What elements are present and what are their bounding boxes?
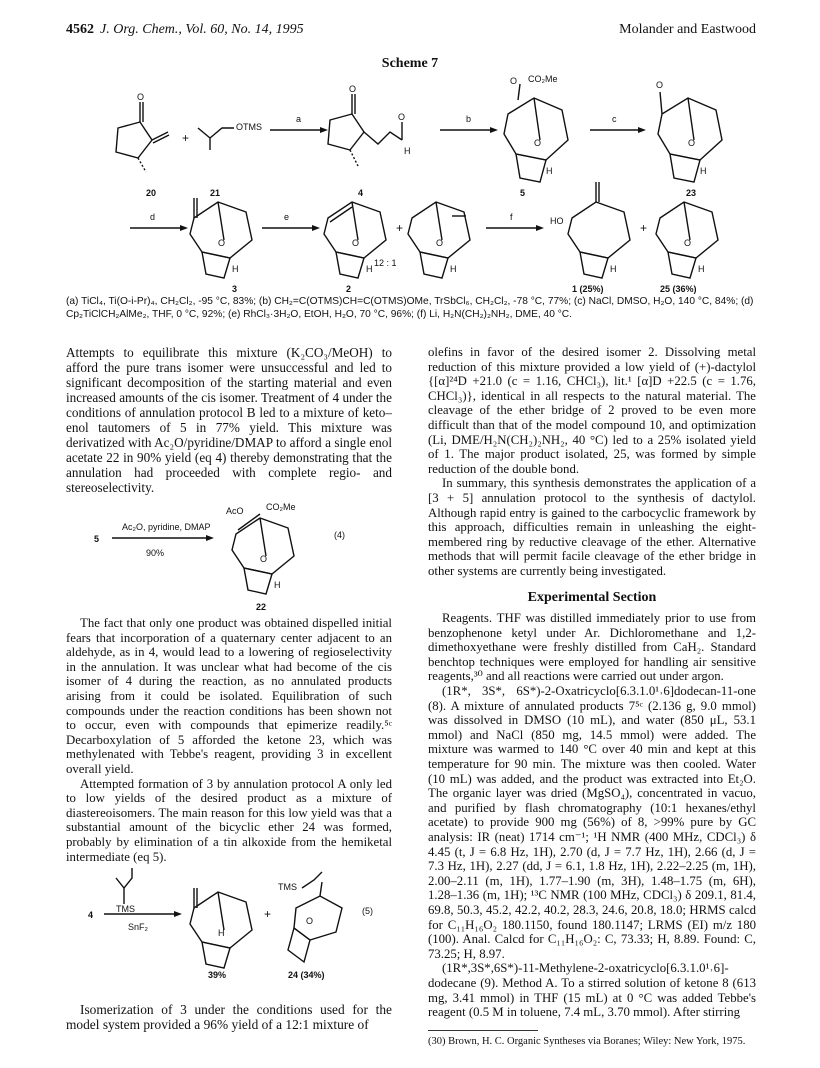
label-5: 5	[520, 188, 526, 198]
svg-text:O: O	[688, 138, 696, 148]
eq5-reagent: SnF₂	[128, 922, 148, 932]
compound-1-structure	[550, 182, 630, 278]
label-21: 21	[210, 188, 221, 198]
scheme-7-drawing	[0, 70, 820, 296]
svg-text:H: H	[366, 264, 373, 274]
left-paragraph-4: Isomerization of 3 under the conditions used for the model system provided a 96% yield of a 12:1 mixture of	[66, 1002, 392, 1033]
compound-5-structure	[504, 74, 568, 182]
svg-text:H: H	[274, 580, 281, 590]
label-2: 2	[346, 284, 352, 294]
co2me-label: CO₂Me	[528, 74, 558, 84]
svg-text:O: O	[656, 80, 664, 90]
svg-text:H: H	[404, 146, 411, 156]
hydroxyl-label: HO	[550, 216, 564, 226]
left-column-bottom	[66, 1002, 392, 1033]
svg-text:O: O	[684, 238, 692, 248]
svg-text:O: O	[534, 138, 542, 148]
svg-text:O: O	[349, 84, 357, 94]
otms-label: OTMS	[236, 122, 262, 132]
arrow-b-label: b	[466, 114, 472, 124]
svg-text:H: H	[700, 166, 707, 176]
scheme-title: Scheme 7	[381, 56, 439, 71]
eq4-reagent: Ac₂O, pyridine, DMAP	[122, 522, 211, 532]
left-paragraph-2: The fact that only one product was obtained dispelled initial fears that incorporation of a quaternary center adjacent to an aldehyde, as in 4, would lead to a lowering of regioselectivity in the annulation. It was unclear what had become of the cis isomer of 4 during the reaction, as no annulated products arising from it could be isolated. Equilibration of such compounds under the reaction conditions has been shown not to occur, even with compounds that epimerize readily.⁵ᶜ Decarboxylation of 5 afforded the ketone 23, which was methylenated with Tebbe's reagent, providing 3 in excellent overall yield.	[66, 616, 392, 776]
arrow-a-label: a	[296, 114, 302, 124]
arrow-f-label: f	[510, 212, 513, 222]
label-24: 24 (34%)	[288, 970, 325, 980]
eq5-number: (5)	[362, 906, 373, 916]
right-paragraph-5: (1R*,3S*,6S*)-11-Methylene-2-oxatricyclo[6.3.1.0¹˒6]-dodecane (9). Method A. To a stirred solution of ketone 8 (613 mg, 3.41 mmol) in THF (15 mL) at 0 °C was added Tebbe's reagent (0.5 M in toluene, 7.4 mL, 3.70 mmol). After stirring	[428, 961, 756, 1020]
compound-20-structure	[116, 92, 169, 172]
svg-text:O: O	[218, 238, 226, 248]
svg-text:H: H	[450, 264, 457, 274]
right-paragraph-2: In summary, this synthesis demonstrates the application of a [3 + 5] annulation protocol to the synthesis of dactylol. Although rapid entry is gained to the carbocyclic framework by this approach, difficulties remain in unleashing the eight-membered ring by reductive cleavage of the ether. Alternative methods that will permit facile cleavage of the ether bridge in other systems are currently being investigated.	[428, 476, 756, 578]
journal-citation: J. Org. Chem., Vol. 60, No. 14, 1995	[100, 22, 304, 37]
svg-text:O: O	[510, 76, 518, 86]
right-column	[428, 345, 756, 1020]
label-20: 20	[146, 188, 157, 198]
eq5-tms-label: TMS	[278, 882, 297, 892]
label-3: 3	[232, 284, 238, 294]
experimental-heading: Experimental Section	[527, 589, 657, 605]
right-paragraph-4: (1R*, 3S*, 6S*)-2-Oxatricyclo[6.3.1.0¹˒6]dodecan-11-one (8). A mixture of annulated products 7⁵ᶜ (2.136 g, 9.0 mmol) was dissolved in DMSO (10 mL), and water (850 μL, 53.1 mmol) and NaCl (850 mg, 14.5 mmol) were added. The mixture was warmed to 140 °C over 40 min and kept at this temperature for 90 min. The mixture was then cooled. Water (10 mL) was added, and the product was extracted into Et₂O. The organic layer was dried (MgSO₄), concentrated in vacuo, and purified by flash chromatography (10:1 hexanes/ethyl acetate) to provide 900 mg (56%) of 8, >99% pure by GC analysis: IR (neat) 1714 cm⁻¹; ¹H NMR (400 MHz, CDCl₃) δ 4.45 (t, J = 6.8 Hz, 1H), 2.70 (d, J = 7.7 Hz, 1H), 2.66 (d, J = 7.3 Hz, 1H), 2.27 (dd, J = 6.1, 1.8 Hz, 1H), 2.22–2.25 (m, 1H), 2.00–2.11 (m, 1H), 1.77–1.90 (m, 3H), 1.48–1.75 (m, 6H), 1.28–1.36 (m, 1H); ¹³C NMR (100 MHz, CDCl₃) δ 209.1, 81.4, 69.8, 50.3, 45.2, 42.2, 40.2, 28.3, 24.6, 20.8, 18.0; HRMS calcd for C₁₁H₁₆O₂ 180.1150, found 180.1147; LRMS (EI) m/z 180 (100). Anal. Calcd for C₁₁H₁₆O₂: C, 73.33; H, 8.89. Found: C, 73.25; H, 8.97.	[428, 684, 756, 961]
compound-4-structure	[328, 84, 411, 166]
running-header-left	[66, 22, 304, 38]
equation-4	[66, 500, 392, 612]
svg-text:O: O	[352, 238, 360, 248]
label-1: 1 (25%)	[572, 284, 604, 294]
compound-24-structure	[278, 872, 342, 962]
eq4-start-label: 5	[94, 534, 100, 544]
svg-text:H: H	[546, 166, 553, 176]
isomer-ratio: 12 : 1	[374, 258, 397, 268]
left-column-top	[66, 345, 392, 495]
svg-text:+: +	[396, 221, 404, 235]
eq5-tms-reagent: TMS	[116, 904, 135, 914]
aco-label: AcO	[226, 506, 244, 516]
svg-text:H: H	[698, 264, 705, 274]
svg-text:+: +	[640, 221, 648, 235]
ketone-o-label: O	[137, 92, 145, 102]
svg-text:H: H	[218, 928, 225, 938]
eq4-yield: 90%	[146, 548, 165, 558]
compound-23-structure	[656, 80, 722, 182]
svg-text:O: O	[306, 916, 314, 926]
compound-3-structure	[190, 198, 252, 278]
arrow-d-label: d	[150, 212, 156, 222]
label-25: 25 (36%)	[660, 284, 697, 294]
svg-text:H: H	[610, 264, 617, 274]
scheme-caption: (a) TiCl₄, Ti(O-i-Pr)₄, CH₂Cl₂, -95 °C, 83%; (b) CH₂=C(OTMS)CH=C(OTMS)OMe, TrSbCl₆, CH₂Cl₂, -78 °C, 77%; (c) NaCl, DMSO, H₂O, 140 °C, 84%; (d) Cp₂TiClCH₂AlMe₂, THF, 0 °C, 92%; (e) RhCl₃·3H₂O, EtOH, H₂O, 70 °C, 96%; (f) Li, H₂N(CH₂)₂NH₂, DME, 40 °C.	[66, 296, 754, 320]
eq5-yield-3: 39%	[208, 970, 227, 980]
right-paragraph-1: olefins in favor of the desired isomer 2. Dissolving metal reduction of this mixture provided a low yield of (+)-dactylol {[α]²⁴D +21.0 (c = 1.16, CHCl₃), lit.¹ [α]D +22.5 (c = 1.76, CHCl₃)}, identical in all respects to the natural material. The cleavage of the ether bridge of 2 proved to be even more difficult than that of the model compound 10, and optimization (Li, DME/H₂N(CH₂)₂NH₂, 40 °C) led to a 25% isolated yield of 1. The major product isolated, 25, was formed by simple reduction of the double bond.	[428, 345, 756, 476]
page-number: 4562	[66, 22, 94, 37]
compound-21-structure	[198, 122, 262, 150]
right-paragraph-3: Reagents. THF was distilled immediately prior to use from benzophenone ketyl under Ar. Dichloromethane and 1,2-dimethoxyethane were freshly distilled from CaH₂. Standard benchtop techniques were employed for handling air sensitive reagents,³⁰ and all reactions were carried out under argon.	[428, 611, 756, 684]
left-paragraph-3: Attempted formation of 3 by annulation protocol A only led to low yields of the desired product as a mixture of diastereoisomers. The main reason for this low yield was that a substantial amount of the bicyclic ether 24 was formed, probably by elimination of a tin alkoxide from the hemiketal intermediate (eq 5).	[66, 776, 392, 864]
footnote-30: (30) Brown, H. C. Organic Syntheses via Boranes; Wiley: New York, 1975.	[428, 1036, 746, 1047]
label-4: 4	[358, 188, 364, 198]
svg-text:H: H	[232, 264, 239, 274]
compound-2-isomer-structure	[408, 202, 470, 278]
svg-text:O: O	[436, 238, 444, 248]
eq5-start-label: 4	[88, 910, 94, 920]
svg-text:O: O	[398, 112, 406, 122]
compound-22-structure	[226, 502, 296, 594]
left-paragraph-1: Attempts to equilibrate this mixture (K₂CO₃/MeOH) to afford the pure trans isomer were unsuccessful and led to significant decomposition of the starting material and even increased amounts of the cis isomer. Treatment of 4 under the conditions of annulation protocol B led to a mixture of keto–enol tautomers of 5 in 77% yield. This mixture was derivatized with Ac₂O/pyridine/DMAP to afford a single enol acetate 22 in 90% yield (eq 4) thereby demonstrating that the annulation had proceeded with complete regio- and stereoselectivity.	[66, 345, 392, 496]
running-header-authors: Molander and Eastwood	[619, 22, 756, 37]
footnote-rule	[428, 1030, 538, 1031]
label-22: 22	[256, 602, 267, 612]
label-23: 23	[686, 188, 697, 198]
svg-text:+: +	[264, 907, 272, 921]
arrow-e-label: e	[284, 212, 290, 222]
plus-sign: +	[182, 131, 190, 145]
compound-3-eq5-structure	[190, 888, 252, 968]
svg-text:CO₂Me: CO₂Me	[266, 502, 296, 512]
svg-text:O: O	[260, 554, 268, 564]
equation-5	[66, 868, 392, 982]
compound-25-structure	[656, 202, 718, 278]
eq4-number: (4)	[334, 530, 345, 540]
arrow-c-label: c	[612, 114, 617, 124]
left-column-middle	[66, 616, 392, 864]
